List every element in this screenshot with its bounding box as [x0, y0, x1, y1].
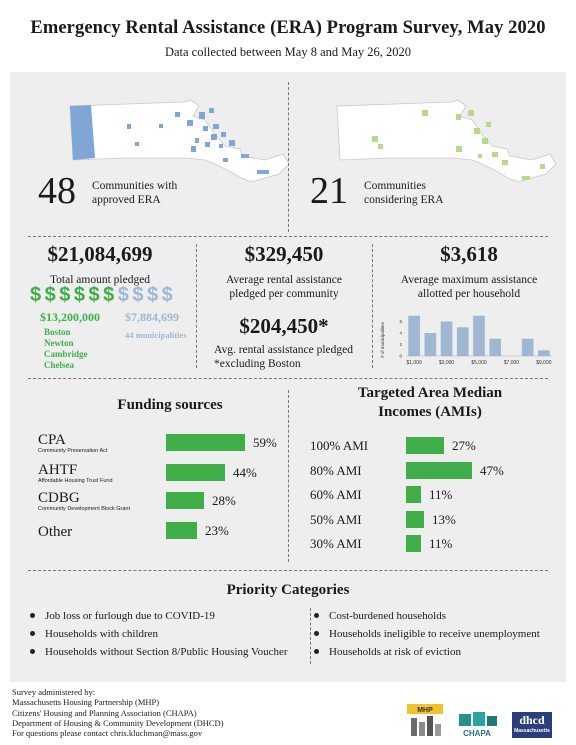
ami-bar	[406, 462, 472, 479]
funding-source-name: CPA	[38, 432, 66, 448]
funding-bar	[166, 434, 245, 451]
avg-max-stat	[372, 242, 566, 301]
priority-item	[30, 646, 288, 658]
green-towns-list: Boston Newton Cambridge Chelsea	[44, 327, 88, 370]
ami-row	[310, 485, 560, 505]
funding-bar	[166, 464, 225, 481]
funding-title: Funding sources	[117, 397, 223, 413]
approved-era-map	[65, 94, 295, 189]
avg-excl-boston-value: $204,450*	[239, 314, 329, 338]
priority-item-label: Households without Section 8/Public Housing Voucher	[45, 646, 288, 658]
histogram-bar	[424, 333, 436, 356]
blue-amount: $7,884,699	[125, 310, 179, 324]
funding-source-name: CDBG	[38, 490, 80, 506]
ami-label: 30% AMI	[310, 536, 362, 551]
considering-era-map	[332, 94, 562, 189]
ami-row	[310, 461, 560, 481]
funding-source-fullname: Affordable Housing Trust Fund	[38, 478, 113, 484]
bullet-icon	[30, 613, 35, 618]
chapa-logo	[455, 712, 499, 738]
bullet-icon	[30, 649, 35, 654]
histogram-bar	[441, 322, 453, 357]
avg-max-caption: Average maximum assistance allotted per household	[400, 274, 538, 300]
ami-bar	[406, 511, 424, 528]
bullet-icon	[314, 613, 319, 618]
ami-percent: 13%	[432, 512, 456, 527]
histogram-y-tick: 4	[399, 330, 402, 336]
divider	[310, 608, 311, 664]
priority-item-label: Job loss or furlough due to COVID-19	[45, 610, 215, 622]
total-pledged-caption: Total amount pledged	[49, 274, 151, 286]
funding-row	[38, 490, 283, 516]
histogram-y-tick: 6	[399, 319, 402, 324]
ami-row	[310, 436, 560, 456]
bullet-icon	[314, 649, 319, 654]
considering-count: 21	[310, 170, 348, 212]
histogram-bar	[489, 339, 501, 356]
ami-percent: 11%	[429, 487, 453, 502]
ami-percent: 47%	[480, 463, 504, 478]
ami-percent: 11%	[429, 536, 453, 551]
bullet-icon	[314, 631, 319, 636]
divider	[28, 570, 548, 571]
considering-caption: Communities considering ERA	[364, 180, 444, 206]
histogram-bar	[522, 339, 534, 356]
ami-label: 50% AMI	[310, 512, 362, 527]
funding-bar	[166, 522, 197, 539]
histogram-y-tick: 2	[399, 342, 402, 347]
histogram-x-tick: $9,000	[536, 360, 552, 366]
green-amount: $13,200,000	[40, 310, 100, 324]
priority-item-label: Cost-burdened households	[329, 610, 447, 622]
priority-item	[314, 646, 461, 658]
footer-credits: Survey administered by: Massachusetts Housing Partnership (MHP) Citizens' Housing and Planning Association (CHAPA) Department of Housing & Community Development (DHCD) For questions please contact chris.kluchman@mass.gov	[12, 687, 224, 739]
priority-item	[314, 610, 446, 622]
priority-title: Priority Categories	[226, 582, 350, 598]
mhp-logo	[407, 704, 443, 736]
avg-excl-boston-caption: Avg. rental assistance pledged *excluding Boston	[214, 344, 354, 370]
avg-excl-boston-stat	[196, 314, 372, 371]
priority-item-label: Households ineligible to receive unemployment	[329, 628, 540, 640]
priority-item	[30, 628, 158, 640]
total-pledged-value: $21,084,699	[47, 242, 153, 266]
funding-source-name: Other	[38, 524, 73, 540]
histogram-x-tick: $5,000	[471, 360, 487, 366]
funding-percent: 59%	[253, 435, 277, 450]
priority-item-label: Households with children	[45, 628, 159, 640]
histogram-y-tick: 0	[399, 353, 402, 359]
page-title: Emergency Rental Assistance (ERA) Program Survey, May 2020	[30, 18, 546, 38]
pledge-dollar-signs: $$$$$$$$$$	[30, 284, 177, 306]
histogram-bar	[473, 316, 485, 356]
ami-label: 60% AMI	[310, 487, 362, 502]
histogram-bar	[408, 316, 420, 356]
avg-per-community-value: $329,450	[244, 242, 324, 266]
divider	[288, 82, 289, 232]
ami-label: 80% AMI	[310, 463, 362, 478]
histogram-bar	[457, 327, 469, 356]
dhcd-logo: dhcd Massachusetts	[512, 712, 552, 738]
ami-bar	[406, 535, 421, 552]
funding-row	[38, 462, 283, 488]
approved-caption: Communities with approved ERA	[92, 180, 178, 206]
svg-text:CHAPA: CHAPA	[463, 729, 491, 738]
priority-item-label: Households at risk of eviction	[329, 646, 461, 658]
ami-title: Targeted Area Median Incomes (AMIs)	[357, 385, 503, 420]
priority-item	[30, 610, 215, 622]
ami-row	[310, 534, 560, 554]
bullet-icon	[30, 631, 35, 636]
svg-text:MHP: MHP	[417, 707, 433, 714]
funding-percent: 23%	[205, 523, 229, 538]
histogram-y-label: # of municipalities	[380, 322, 385, 358]
funding-row	[38, 432, 283, 458]
histogram-x-tick: $3,000	[438, 360, 455, 366]
max-assistance-histogram	[378, 302, 554, 366]
blue-municipalities-label: 44 municipalities	[125, 330, 187, 340]
funding-percent: 44%	[233, 465, 257, 480]
ami-label: 100% AMI	[310, 438, 369, 453]
funding-percent: 28%	[212, 493, 236, 508]
funding-bar	[166, 492, 204, 509]
funding-row	[38, 520, 283, 546]
divider	[288, 390, 289, 562]
ami-bar	[406, 486, 421, 503]
funding-source-fullname: Community Preservation Act	[38, 448, 108, 454]
avg-per-community-stat	[196, 242, 372, 301]
approved-count: 48	[38, 170, 76, 212]
total-pledged-stat	[10, 242, 190, 287]
funding-source-fullname: Community Development Block Grant	[38, 506, 131, 512]
ami-percent: 27%	[452, 438, 476, 453]
avg-max-value: $3,618	[440, 242, 498, 266]
divider	[28, 378, 548, 379]
priority-item	[314, 628, 540, 640]
header	[0, 0, 576, 72]
avg-per-community-caption: Average rental assistance pledged per community	[225, 274, 342, 300]
page-subtitle: Data collected between May 8 and May 26, 2020	[164, 45, 412, 59]
infographic-panel	[10, 72, 566, 682]
histogram-x-tick: $1,000	[406, 360, 422, 366]
histogram-bar	[538, 350, 550, 356]
funding-source-name: AHTF	[38, 462, 78, 478]
ami-row	[310, 510, 560, 530]
divider	[28, 236, 548, 237]
histogram-x-tick: $7,000	[503, 360, 520, 366]
ami-bar	[406, 437, 444, 454]
